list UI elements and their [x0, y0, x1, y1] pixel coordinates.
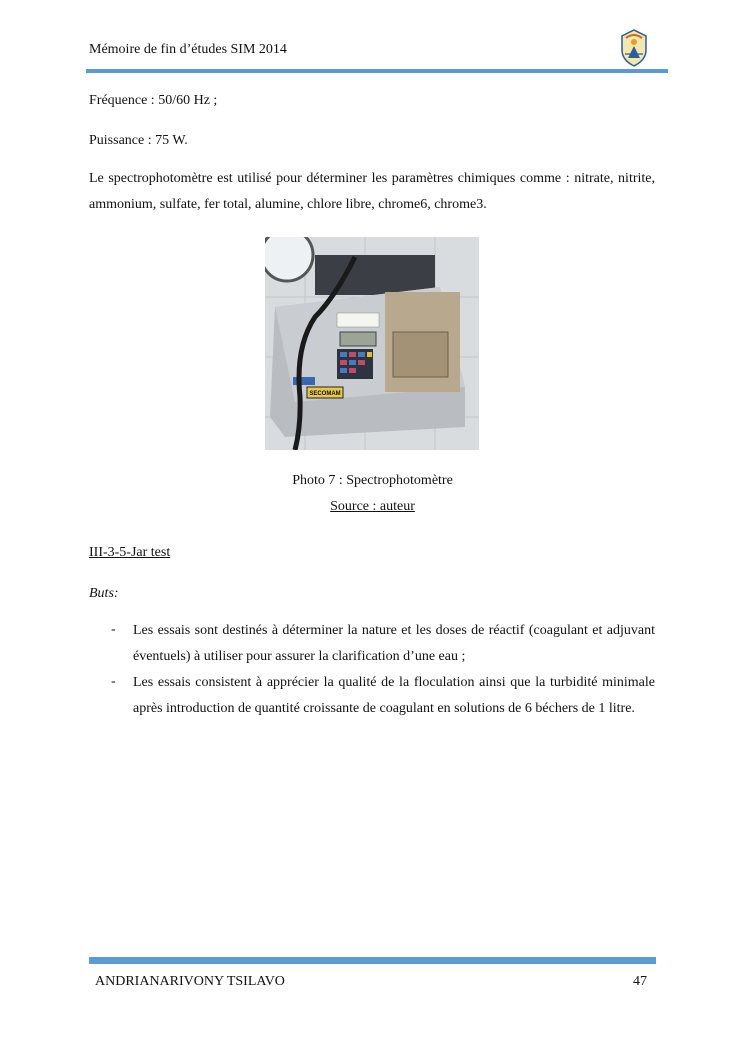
bullet-marker: -	[111, 622, 116, 637]
frequency-line: Fréquence : 50/60 Hz ;	[89, 93, 218, 108]
bullet-marker: -	[111, 674, 116, 689]
bullet-item: Les essais sont destinés à déterminer la nature et les doses de réactif (coagulant et adjuvant éventuels) à utiliser pour assurer la clarification d’une eau ;	[133, 623, 655, 664]
bullet-item: Les essais consistent à apprécier la qualité de la floculation ainsi que la turbidité minimale après introduction de quantité croissante de coagulant en solutions de 6 béchers de 1 litre.	[133, 675, 655, 716]
university-logo	[614, 26, 654, 68]
device-brand-label: SECOMAM	[309, 391, 341, 397]
photo-caption: Photo 7 : Spectrophotomètre	[292, 473, 453, 488]
page-number: 47	[633, 974, 647, 989]
intro-paragraph: Le spectrophotomètre est utilisé pour déterminer les paramètres chimiques comme : nitrate, nitrite, ammonium, sulfate, fer total, alumine, chlore libre, chrome6, chrome3.	[89, 171, 655, 212]
spectrophotometer-photo	[265, 237, 479, 450]
section-heading: III-3-5-Jar test	[89, 545, 171, 560]
header-divider	[86, 69, 668, 73]
header-title: Mémoire de fin d’études SIM 2014	[89, 42, 287, 57]
buts-label: Buts:	[89, 586, 119, 601]
photo-source: Source : auteur	[330, 499, 415, 514]
footer-author: ANDRIANARIVONY TSILAVO	[95, 974, 285, 989]
power-line: Puissance : 75 W.	[89, 133, 188, 148]
footer-divider	[89, 957, 656, 964]
